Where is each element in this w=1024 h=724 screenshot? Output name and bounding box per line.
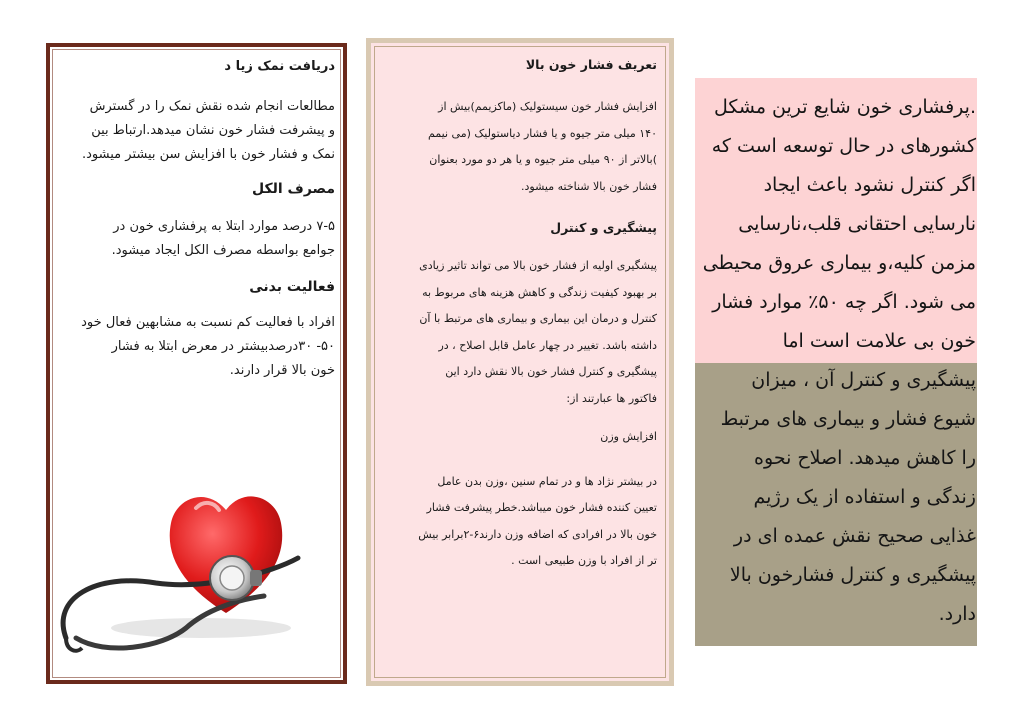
text-line: تر از افراد با وزن طبیعی است . — [511, 554, 657, 567]
activity-heading: فعالیت بدنی — [249, 279, 335, 295]
text-line: )بالاتر از ۹۰ میلی متر جیوه و یا هر دو مورد بعنوان — [429, 153, 657, 166]
text-line: فاکتور ها عبارتند از: — [566, 391, 657, 405]
text-line: شیوع فشار و بیماری های مرتبط — [720, 408, 976, 430]
text-line: کنترل و درمان این بیماری و بیماری های مرتبط با آن — [419, 312, 657, 325]
text-line: پیشگیری و کنترل فشارخون بالا — [729, 564, 976, 586]
shadow — [111, 618, 291, 638]
text-line: بر بهبود کیفیت زندگی و کاهش هزینه های مربوط به — [422, 285, 657, 299]
text-line: نارسایی احتقانی قلب،نارسایی — [738, 213, 976, 235]
text-line: جوامع بواسطه مصرف الکل ایجاد میشود. — [111, 243, 335, 258]
text-line: فشار خون بالا شناخته میشود. — [521, 179, 657, 193]
prevention-heading: پیشگیری و کنترل — [550, 220, 657, 235]
text-line: تعیین کننده فشار خون میباشد.خطر پیشرفت فشار — [426, 501, 657, 514]
text-line: اگر کنترل نشود باعث ایجاد — [763, 174, 976, 196]
text-line: غذایی صحیح نقش عمده ای در — [733, 525, 976, 547]
salt-paragraph — [58, 95, 335, 167]
weight-heading: افزایش وزن — [600, 430, 657, 443]
text-line: خون بالا قرار دارند. — [229, 363, 335, 378]
text-line: پیشگیری و کنترل فشار خون بالا نقش دارد این — [445, 365, 657, 378]
text-line: افراد با فعالیت کم نسبت به مشابهین فعال خود — [81, 315, 335, 330]
activity-paragraph — [58, 311, 335, 383]
text-line: خون بالا در افرادی که اضافه وزن دارند۶-۲برابر بیش — [418, 527, 657, 541]
definition-paragraph — [383, 94, 657, 200]
text-line: و پیشرفت فشار خون نشان میدهد.ارتباط بین — [91, 123, 335, 138]
text-line: .پرفشاری خون شایع ترین مشکل — [714, 96, 976, 118]
text-line: ۱۴۰ میلی متر جیوه و یا فشار دیاستولیک (می نیمم — [428, 126, 657, 140]
text-line: مطالعات انجام شده نقش نمک را در گسترش — [89, 99, 335, 114]
text-line: ۷-۵ درصد موارد ابتلا به پرفشاری خون در — [113, 219, 335, 234]
text-line: زندگی و استفاده از یک رژیم — [753, 486, 976, 508]
text-line: دارد. — [938, 603, 976, 625]
intro-text — [698, 88, 976, 634]
text-line: مزمن کلیه،و بیماری عروق محیطی — [702, 252, 976, 274]
text-line: نمک و فشار خون با افزایش سن بیشتر میشود. — [82, 147, 335, 162]
text-line: افزایش فشار خون سیستولیک (ماکزیمم)بیش از — [438, 100, 657, 113]
heart-stethoscope-image — [36, 478, 316, 658]
text-line: در بیشتر نژاد ها و در تمام سنین ،وزن بدن عامل — [437, 474, 657, 488]
weight-paragraph — [383, 469, 657, 575]
text-line: پیشگیری اولیه از فشار خون بالا می تواند تاثیر زیادی — [419, 259, 657, 272]
text-line: را کاهش میدهد. اصلاح نحوه — [754, 447, 976, 469]
text-line: کشورهای در حال توسعه است که — [711, 135, 976, 157]
middle-panel — [366, 38, 674, 686]
text-line: می شود. اگر چه ۵۰٪ موارد فشار — [712, 291, 976, 313]
text-line: خون بی علامت است اما — [782, 330, 976, 352]
alcohol-paragraph — [58, 215, 335, 263]
text-line: ۵۰- ۳۰درصدبیشتر در معرض ابتلا به فشار — [111, 339, 335, 354]
text-line: داشته باشد. تغییر در چهار عامل قابل اصلاح ، در — [438, 338, 657, 352]
salt-heading: دریافت نمک زیا د — [224, 59, 335, 74]
text-line: پیشگیری و کنترل آن ، میزان — [751, 369, 976, 391]
prevention-paragraph — [383, 253, 657, 412]
definition-heading: تعریف فشار خون بالا — [525, 57, 657, 72]
alcohol-heading: مصرف الکل — [251, 181, 335, 197]
